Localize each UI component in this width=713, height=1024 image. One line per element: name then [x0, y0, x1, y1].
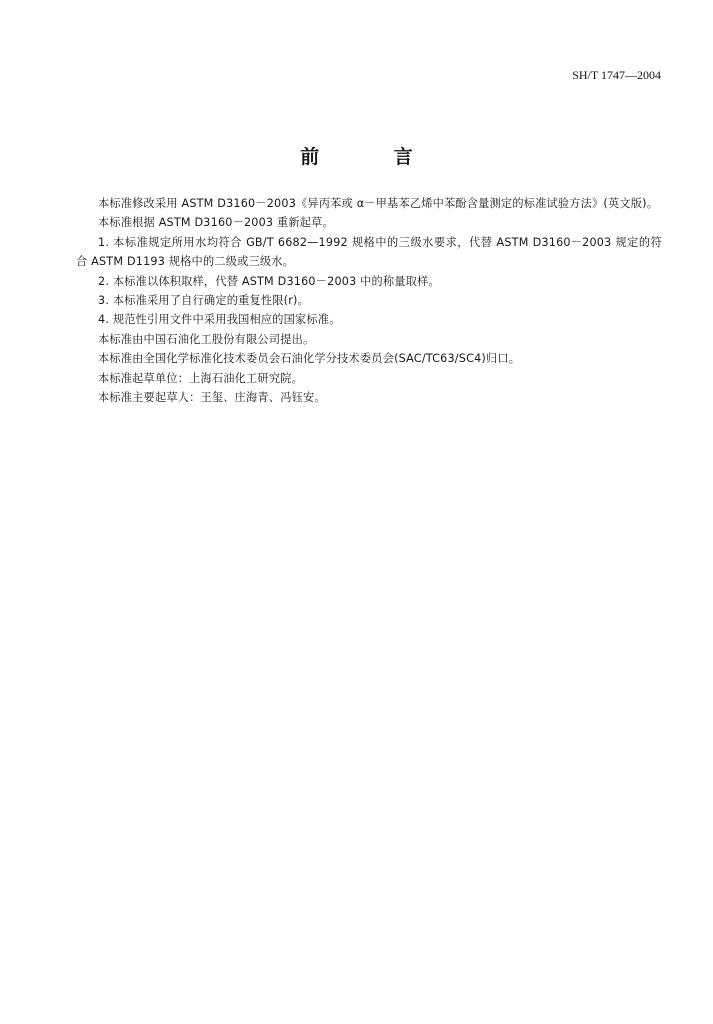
paragraph-drafting-basis: 本标准根据 ASTM D3160－2003 重新起草。	[98, 216, 334, 230]
paragraph-drafters: 本标准主要起草人：王玺、庄海青、冯钰安。	[98, 391, 326, 405]
foreword-body	[76, 194, 662, 407]
paragraph-drafting-unit: 本标准起草单位：上海石油化工研究院。	[98, 371, 303, 385]
paragraph-proposer: 本标准由中国石油化工股份有限公司提出。	[98, 332, 315, 346]
paragraph-change-2: 2. 本标准以体积取样，代替 ASTM D3160－2003 中的称量取样。	[98, 274, 440, 288]
paragraph-change-4: 4. 规范性引用文件中采用我国相应的国家标准。	[98, 313, 341, 327]
paragraph-change-3: 3. 本标准采用了自行确定的重复性限(r)。	[98, 294, 309, 308]
paragraph-change-1: 1. 本标准规定所用水均符合 GB/T 6682—1992 规格中的三级水要求，代替 ASTM D3160－2003 规定的符合 ASTM D1193 规格中的二级或三级水。	[76, 235, 662, 269]
paragraph-adoption: 本标准修改采用 ASTM D3160－2003《异丙苯或 α－甲基苯乙烯中苯酚含量测定的标准试验方法》(英文版)。	[98, 197, 659, 210]
paragraph-committee: 本标准由全国化学标准化技术委员会石油化学分技术委员会(SAC/TC63/SC4)归口。	[98, 352, 521, 366]
standard-code: SH/T 1747—2004	[572, 68, 661, 82]
page-title: 前 言	[300, 146, 447, 168]
